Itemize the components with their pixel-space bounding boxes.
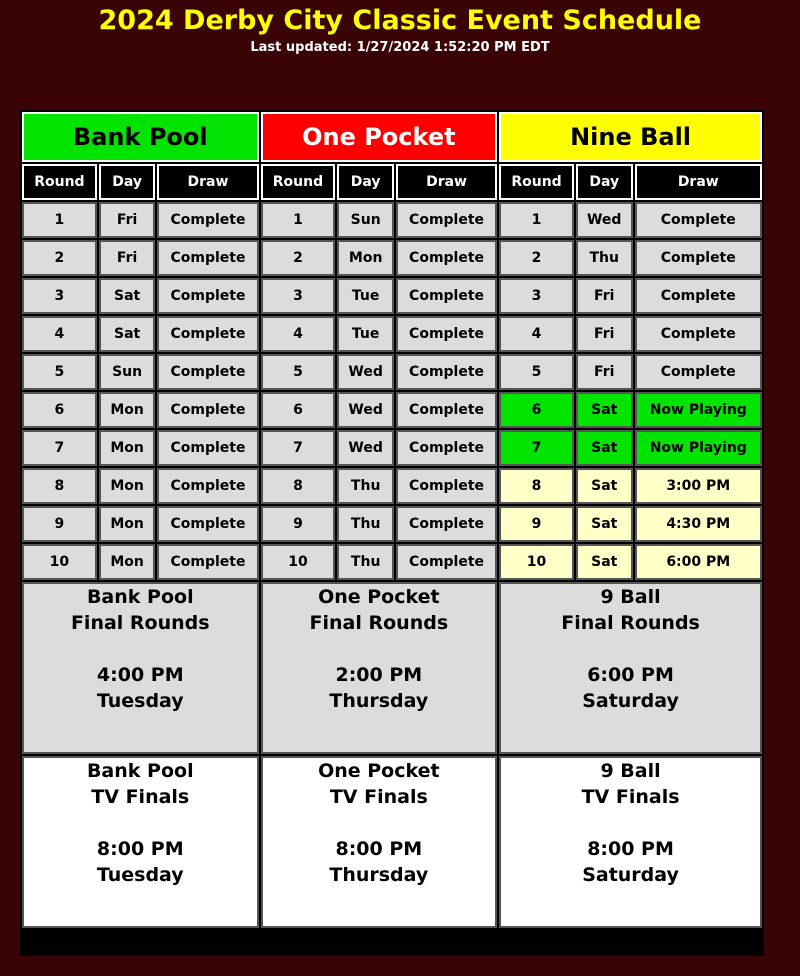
column-header-round: Round [499, 164, 574, 200]
column-header-row [22, 164, 762, 200]
nine-round-cell: 10 [499, 544, 574, 580]
table-row [22, 468, 762, 504]
one-draw-cell: Complete [396, 354, 497, 390]
nine-draw-cell: 3:00 PM [635, 468, 762, 504]
nine-day-cell: Fri [576, 354, 633, 390]
one-draw-cell: Complete [396, 392, 497, 428]
event-time: 4:00 PM [96, 664, 184, 686]
section-label: Final Rounds [309, 612, 449, 634]
one-round-cell: 2 [261, 240, 336, 276]
bank-day-cell: Mon [99, 468, 156, 504]
event-header-nine-ball: Nine Ball [499, 112, 762, 162]
bank-day-cell: Sat [99, 278, 156, 314]
event-time: 2:00 PM [335, 664, 423, 686]
one-draw-cell: Complete [396, 430, 497, 466]
bank-draw-cell: Complete [157, 354, 258, 390]
event-time: 8:00 PM [96, 838, 184, 860]
bank-round-cell: 6 [22, 392, 97, 428]
bank-round-cell: 1 [22, 202, 97, 238]
bank-round-cell: 10 [22, 544, 97, 580]
one-round-cell: 9 [261, 506, 336, 542]
one-day-cell: Wed [337, 392, 394, 428]
nine-day-cell: Fri [576, 278, 633, 314]
column-header-day: Day [99, 164, 156, 200]
nine-draw-cell: Complete [635, 278, 762, 314]
section-label: TV Finals [581, 786, 680, 808]
event-name: One Pocket [318, 760, 440, 782]
column-header-day: Day [576, 164, 633, 200]
final-rounds-row [22, 582, 762, 754]
nine-draw-cell: Now Playing [635, 430, 762, 466]
section-label: TV Finals [329, 786, 428, 808]
final-rounds-row-one [261, 582, 498, 754]
nine-round-cell: 1 [499, 202, 574, 238]
event-day: Tuesday [96, 864, 184, 886]
nine-draw-cell: Now Playing [635, 392, 762, 428]
nine-round-cell: 5 [499, 354, 574, 390]
table-row [22, 354, 762, 390]
event-time: 6:00 PM [587, 664, 674, 686]
nine-draw-cell: Complete [635, 202, 762, 238]
bank-day-cell: Mon [99, 506, 156, 542]
one-day-cell: Tue [337, 278, 394, 314]
event-header-row [22, 112, 762, 162]
table-row [22, 202, 762, 238]
bank-day-cell: Fri [99, 202, 156, 238]
bank-draw-cell: Complete [157, 430, 258, 466]
table-row [22, 278, 762, 314]
nine-day-cell: Sat [576, 544, 633, 580]
column-header-round: Round [22, 164, 97, 200]
event-day: Thursday [329, 864, 429, 886]
nine-day-cell: Wed [576, 202, 633, 238]
bank-round-cell: 9 [22, 506, 97, 542]
nine-round-cell: 8 [499, 468, 574, 504]
nine-round-cell: 7 [499, 430, 574, 466]
column-header-draw: Draw [635, 164, 762, 200]
table-row [22, 316, 762, 352]
one-draw-cell: Complete [396, 202, 497, 238]
one-day-cell: Sun [337, 202, 394, 238]
bank-draw-cell: Complete [157, 506, 258, 542]
bank-day-cell: Fri [99, 240, 156, 276]
spacer [263, 810, 496, 836]
bank-round-cell: 4 [22, 316, 97, 352]
bank-day-cell: Mon [99, 430, 156, 466]
one-round-cell: 4 [261, 316, 336, 352]
bank-day-cell: Sat [99, 316, 156, 352]
bank-round-cell: 5 [22, 354, 97, 390]
event-day: Thursday [329, 690, 429, 712]
one-round-cell: 10 [261, 544, 336, 580]
tv-finals-row-nine [499, 756, 762, 928]
bank-draw-cell: Complete [157, 468, 258, 504]
bank-draw-cell: Complete [157, 278, 258, 314]
one-round-cell: 1 [261, 202, 336, 238]
one-day-cell: Tue [337, 316, 394, 352]
event-name: Bank Pool [86, 760, 194, 782]
table-row [22, 392, 762, 428]
one-day-cell: Thu [337, 506, 394, 542]
event-day: Saturday [582, 864, 679, 886]
column-header-draw: Draw [157, 164, 258, 200]
schedule-table [20, 110, 764, 930]
tv-finals-row [22, 756, 762, 928]
schedule-container [20, 110, 764, 956]
bank-day-cell: Sun [99, 354, 156, 390]
bank-round-cell: 7 [22, 430, 97, 466]
spacer [501, 636, 760, 662]
section-label: TV Finals [91, 786, 190, 808]
one-day-cell: Thu [337, 544, 394, 580]
nine-draw-cell: 4:30 PM [635, 506, 762, 542]
event-name: 9 Ball [600, 760, 661, 782]
tv-finals-row-one [261, 756, 498, 928]
one-day-cell: Wed [337, 430, 394, 466]
bank-round-cell: 3 [22, 278, 97, 314]
event-time: 8:00 PM [335, 838, 423, 860]
one-draw-cell: Complete [396, 278, 497, 314]
event-time: 8:00 PM [587, 838, 674, 860]
one-day-cell: Mon [337, 240, 394, 276]
bank-draw-cell: Complete [157, 202, 258, 238]
bank-draw-cell: Complete [157, 316, 258, 352]
bank-round-cell: 8 [22, 468, 97, 504]
spacer [263, 636, 496, 662]
one-round-cell: 7 [261, 430, 336, 466]
nine-round-cell: 2 [499, 240, 574, 276]
one-day-cell: Thu [337, 468, 394, 504]
event-header-bank-pool: Bank Pool [22, 112, 259, 162]
event-name: One Pocket [318, 586, 440, 608]
one-round-cell: 5 [261, 354, 336, 390]
event-header-one-pocket: One Pocket [261, 112, 498, 162]
event-day: Saturday [582, 690, 679, 712]
section-label: Final Rounds [70, 612, 210, 634]
one-draw-cell: Complete [396, 544, 497, 580]
section-label: Final Rounds [561, 612, 700, 634]
bank-day-cell: Mon [99, 392, 156, 428]
bank-draw-cell: Complete [157, 544, 258, 580]
column-header-day: Day [337, 164, 394, 200]
nine-day-cell: Thu [576, 240, 633, 276]
nine-round-cell: 9 [499, 506, 574, 542]
column-header-draw: Draw [396, 164, 497, 200]
one-round-cell: 8 [261, 468, 336, 504]
bank-round-cell: 2 [22, 240, 97, 276]
bank-draw-cell: Complete [157, 392, 258, 428]
nine-round-cell: 3 [499, 278, 574, 314]
one-draw-cell: Complete [396, 506, 497, 542]
table-row [22, 430, 762, 466]
one-draw-cell: Complete [396, 240, 497, 276]
table-row [22, 240, 762, 276]
event-day: Tuesday [96, 690, 184, 712]
event-name: Bank Pool [86, 586, 194, 608]
table-row [22, 544, 762, 580]
event-name: 9 Ball [600, 586, 661, 608]
nine-day-cell: Sat [576, 430, 633, 466]
nine-draw-cell: Complete [635, 316, 762, 352]
table-row [22, 506, 762, 542]
last-updated: Last updated: 1/27/2024 1:52:20 PM EDT [250, 40, 550, 55]
bank-draw-cell: Complete [157, 240, 258, 276]
nine-round-cell: 4 [499, 316, 574, 352]
spacer [501, 810, 760, 836]
nine-round-cell: 6 [499, 392, 574, 428]
nine-draw-cell: 6:00 PM [635, 544, 762, 580]
one-draw-cell: Complete [396, 316, 497, 352]
bank-day-cell: Mon [99, 544, 156, 580]
page-title: 2024 Derby City Classic Event Schedule [98, 5, 702, 36]
nine-day-cell: Sat [576, 468, 633, 504]
one-day-cell: Wed [337, 354, 394, 390]
spacer [24, 636, 257, 662]
nine-day-cell: Sat [576, 506, 633, 542]
nine-draw-cell: Complete [635, 240, 762, 276]
one-round-cell: 3 [261, 278, 336, 314]
one-draw-cell: Complete [396, 468, 497, 504]
final-rounds-row-bank [22, 582, 259, 754]
final-rounds-row-nine [499, 582, 762, 754]
nine-draw-cell: Complete [635, 354, 762, 390]
one-round-cell: 6 [261, 392, 336, 428]
tv-finals-row-bank [22, 756, 259, 928]
nine-day-cell: Fri [576, 316, 633, 352]
nine-day-cell: Sat [576, 392, 633, 428]
column-header-round: Round [261, 164, 336, 200]
spacer [24, 810, 257, 836]
